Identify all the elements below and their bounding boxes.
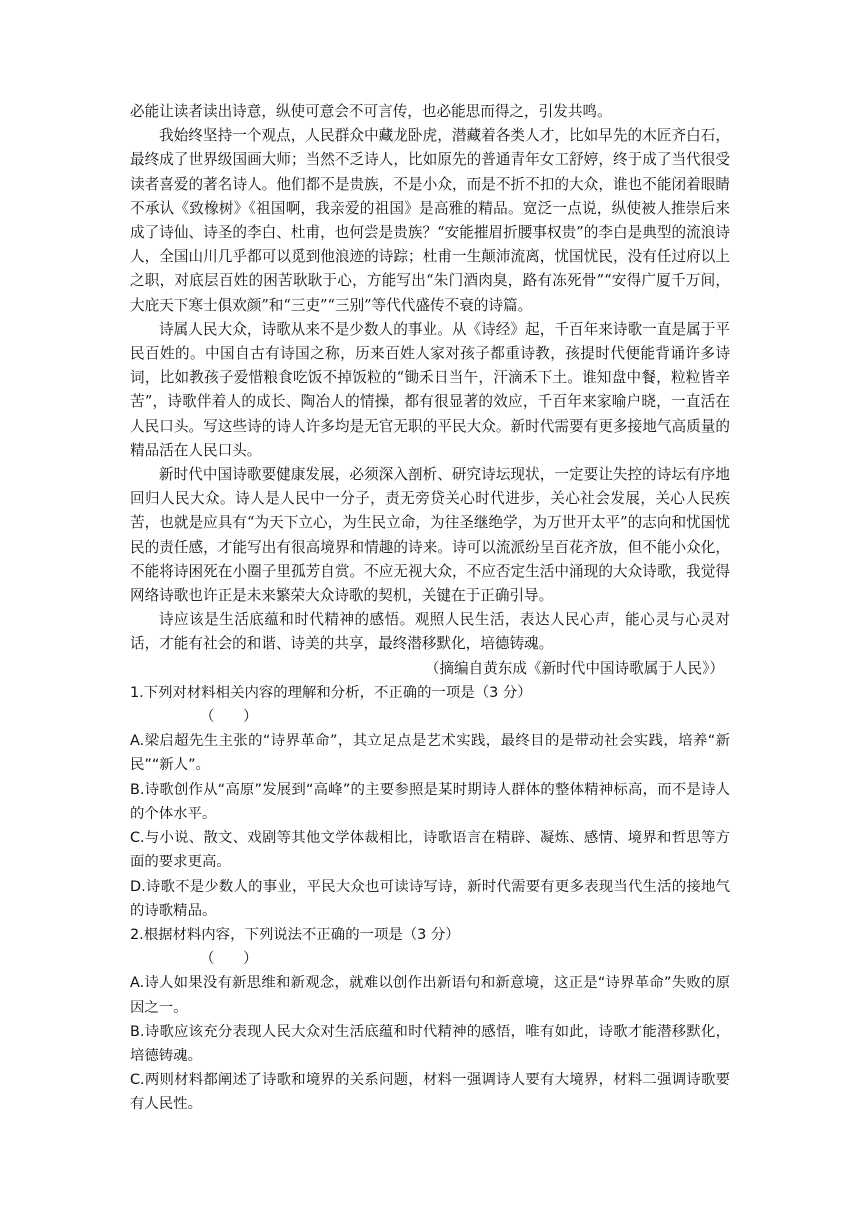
document-page [130, 100, 730, 1117]
question-1-option-b: B.诗歌创作从“高原”发展到“高峰”的主要参照是某时期诗人群体的整体精神标高，而不是诗人的个体水平。 [130, 781, 730, 822]
paragraph-new-era-poetry: 新时代中国诗歌要健康发展，必须深入剖析、研究诗坛现状，一定要让失控的诗坛有序地回归人民大众。诗人是人民中一分子，责无旁贷关心时代进步，关心社会发展，关心人民疾苦，也就是应具有“为天下立心，为生民立命，为往圣继绝学，为万世开太平”的志向和忧国忧民的责任感，才能写出有很高境界和情趣的诗来。诗可以流派纷呈百花齐放，但不能小众化，不能将诗困死在小圈子里孤芳自赏。不应无视大众，不应否定生活中涌现的大众诗歌，我觉得网络诗歌也许正是未来繁荣大众诗歌的契机，关键在于正确引导。 [130, 466, 730, 605]
paragraph-poetry-perception: 诗应该是生活底蕴和时代精神的感悟。观照人民生活，表达人民心声，能心灵与心灵对话，才能有社会的和谐、诗美的共享，最终潜移默化，培德铸魂。 [130, 611, 730, 653]
question-1-answer-blank: （ ） [200, 709, 258, 726]
question-1-stem: 1.下列对材料相关内容的理解和分析，不正确的一项是（3 分） [130, 684, 532, 701]
paragraph-intro-continuation: 必能让读者读出诗意，纵使可意会不可言传，也必能思而得之，引发共鸣。 [130, 103, 612, 120]
question-2-option-a: A.诗人如果没有新思维和新观念，就难以创作出新语句和新意境，这正是“诗界革命”失败的原因之一。 [130, 975, 730, 1016]
question-2-answer-blank: （ ） [200, 951, 258, 968]
question-2-option-c: C.两则材料都阐述了诗歌和境界的关系问题，材料一强调诗人要有大境界，材料二强调诗歌要有人民性。 [130, 1072, 730, 1113]
question-1-option-c: C.与小说、散文、戏剧等其他文学体裁相比，诗歌语言在精辟、凝炼、感情、境界和哲思等方面的要求更高。 [130, 830, 730, 871]
question-1-option-d: D.诗歌不是少数人的事业，平民大众也可读诗写诗，新时代需要有更多表现当代生活的接地气的诗歌精品。 [130, 878, 730, 919]
question-1-option-a: A.梁启超先生主张的“诗界革命”，其立足点是艺术实践，最终目的是带动社会实践，培养“新民”“新人”。 [130, 733, 730, 774]
question-2-stem: 2.根据材料内容，下列说法不正确的一项是（3 分） [130, 926, 460, 943]
paragraph-talent-among-people: 我始终坚持一个观点，人民群众中藏龙卧虎，潜藏着各类人才，比如早先的木匠齐白石，最终成了世界级国画大师；当然不乏诗人，比如原先的普通青年女工舒婷，终于成了当代很受读者喜爱的著名诗人。他们都不是贵族，不是小众，而是不折不扣的大众，谁也不能闭着眼睛不承认《致橡树》《祖国啊，我亲爱的祖国》是高雅的精品。宽泛一点说，纵使被人推崇后来成了诗仙、诗圣的李白、杜甫，也何尝是贵族？“安能摧眉折腰事权贵”的李白是典型的流浪诗人，全国山川几乎都可以觅到他浪迹的诗踪；杜甫一生颠沛流离，忧国忧民，没有任过府以上之职，对底层百姓的困苦耿耿于心，方能写出“朱门酒肉臭，路有冻死骨”“安得广厦千万间，大庇天下寒士俱欢颜”和“三吏”“三别”等代代盛传不衰的诗篇。 [130, 127, 730, 314]
paragraph-poetry-belongs-to-people: 诗属人民大众，诗歌从来不是少数人的事业。从《诗经》起，千百年来诗歌一直是属于平民百姓的。中国自古有诗国之称，历来百姓人家对孩子都重诗教，孩提时代便能背诵许多诗词，比如教孩子爱惜粮食吃饭不掉饭粒的“锄禾日当午，汗滴禾下土。谁知盘中餐，粒粒皆辛苦”，诗歌伴着人的成长、陶冶人的情操，都有很显著的效应，千百年来家喻户晓，一直活在人民口头。写这些诗的诗人许多均是无官无职的平民大众。新时代需要有更多接地气高质量的精品活在人民口头。 [130, 320, 730, 459]
question-2-option-b: B.诗歌应该充分表现人民大众对生活底蕴和时代精神的感悟，唯有如此，诗歌才能潜移默化，培德铸魂。 [130, 1023, 730, 1064]
question-2 [130, 923, 730, 1117]
source-citation: （摘编自黄东成《新时代中国诗歌属于人民》） [424, 659, 724, 677]
question-1 [130, 681, 730, 923]
